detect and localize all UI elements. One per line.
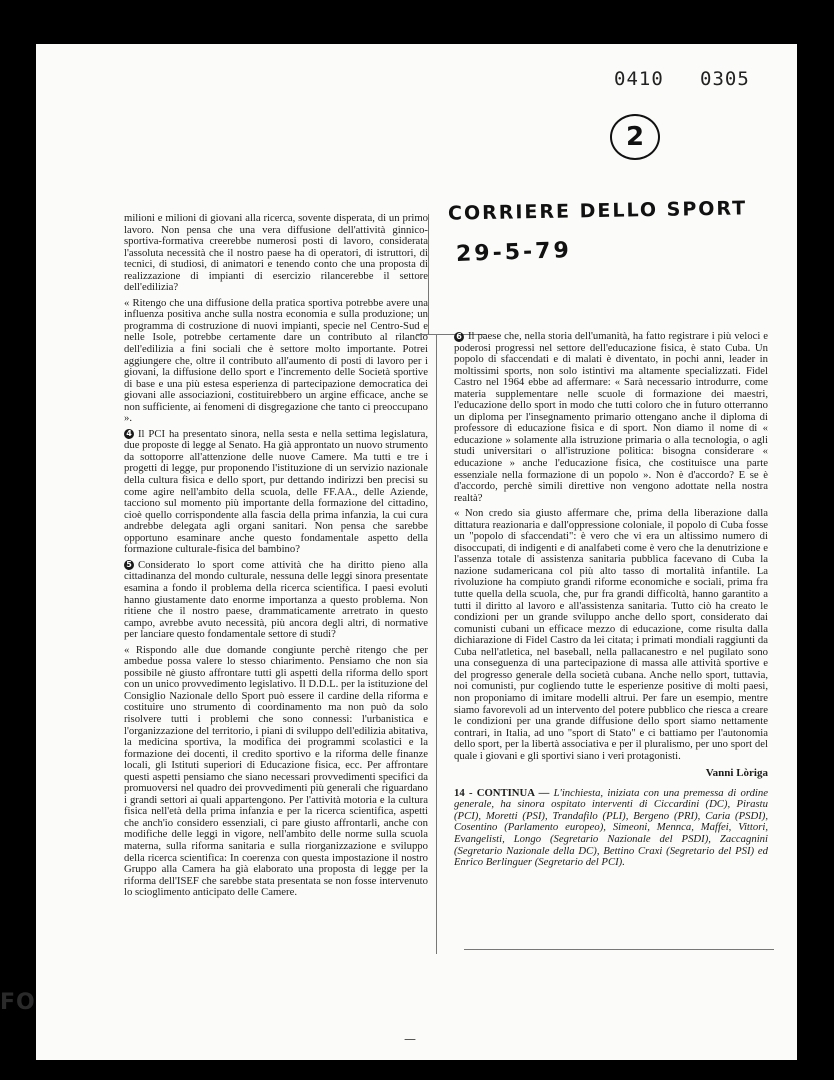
author-signature: Vanni Lòriga (705, 767, 768, 780)
paragraph-text: « Non credo sia giusto affermare che, prima della liberazione dalla dittatura reazionaria e dall'oppressione coloniale, il popolo di Cuba fosse un "popolo di sfaccendati": è vero che vi era un altissimo numero di disoccupati, di indigenti e di analfabeti come è vero che la denutrizione e l'assenza totale di assistenza sanitaria pubblica facevano di Cuba la nazione sudamericana col più alto tasso di mortalità infantile. La rivoluzione ha compiuto grandi riforme economiche e sociali, prima fra tutte quella della scuola, che, pur fra grandi difficoltà, hanno garantito a tutti il diritto al lavoro e all'assistenza sanitaria. Tutto ciò ha creato le condizioni per un grande sviluppo anche dello sport, considerato dai comunisti cubani un efficace mezzo di educazione, come risulta dalla dichiarazione di Fidel Castro da lei citata; i primati mondiali raggiunti da Cuba nell'atletica, nel baseball, nella pallacanestro e nel pugilato sono una conseguenza di una partecipazione di massa alle attività sportive e del progresso generale della società cubana. Anche nello sport, tuttavia, noi comunisti, pur cogliendo tutte le esperienze positive di molti paesi, non proponiamo di imitare modelli altrui. Per fare un esempio, mentre siamo favorevoli ad un intervento del potere pubblico che riesca a creare le condizioni per una grande diffusione dello sport siamo nettamente contrari, in Italia, ad uno "sport di Stato" e ci battiamo per l'autonomia dello sport, per la libertà associativa e per il pluralismo, per uno sport del quale i giovani e gli sportivi siano i veri protagonisti. (454, 507, 768, 762)
paragraph (124, 645, 428, 899)
watermark-logo: FO (0, 990, 36, 1015)
paragraph-text: Considerato lo sport come attività che ha diritto pieno alla cittadinanza del mondo culturale, nessuna delle leggi sinora presentate esamina a fondo il problema della ricerca scientifica. I paesi evoluti hanno giustamente dato enorme importanza a questo problema. Non ritiene che il nostro paese, drammaticamente arretrato in questo campo, avrebbe avuto necessità, più ancora degli altri, di normative per lanciare questo fondamentale settore di studi? (124, 558, 428, 641)
paragraph-text: « Rispondo alle due domande congiunte perchè ritengo che per ambedue possa valere lo stesso chiarimento. Pensiamo che non sia possibile nè giusto affrontare tutti gli aspetti della riforma dello sport con un unico provvedimento legislativo. Il D.D.L. per la istituzione del Consiglio Nazionale dello Sport può essere il cardine della riforma e costituire uno strumento di coordinamento ma non può da solo risolvere tutti i problemi che sono connessi: l'urbanistica e l'organizzazione del territorio, i piani di sviluppo dell'edilizia abitativa, la medicina sportiva, la modifica dei programmi scolastici e la formazione dei docenti, il credito sportivo e la riforma delle finanze locali, gli Istituti superiori di Educazione fisica, ecc. Per affrontare questi aspetti pensiamo che siano necessari provvedimenti specifici da promuoversi nel quadro dei provvedimenti più generali che riguardano i grandi settori ai quali appartengono. Per l'attività motoria e la cultura fisica nell'età della prima infanzia e per la ricerca scientifica, aspetti che anch'io considero essenziali, ci pare giusto affrontarli, anche con modifiche delle leggi in vigore, nell'ambito delle norme sulla scuola materna, sulla riforma sanitaria e sulla riorganizzazione e sviluppo della ricerca scientifica: In coerenza con questa impostazione il nostro Gruppo alla Camera ha già elaborato una proposta di legge per la riforma dell'ISEF che sarebbe stata presentata se non fosse intervenuto lo scioglimento anticipato delle Camere. (124, 643, 428, 899)
clipping-edge (464, 949, 774, 950)
clipping-edge (436, 334, 437, 954)
paragraph-text: milioni e milioni di giovani alla ricerca, sovente disperata, di un primo lavoro. Non pensa che una vera diffusione dell'attività ginnico-sportiva-formativa creerebbe numerosi posti di lavoro, considerata l'assoluta necessità che il nostro paese ha di operatori, di istruttori, di tecnici, di studiosi, di animatori e tenendo conto che una proposta di realizzazione di impianti di esercizio rilancerebbe il settore dell'edilizia? (124, 213, 428, 294)
article-right-column (454, 331, 768, 949)
paragraph-text: « Ritengo che una diffusione della pratica sportiva potrebbe avere una influenza positiva anche sulla nostra economia e sulla produzione; un programma di costruzione di nuovi impianti, specie nel Centro-Sud e nelle Isole, potrebbe certamente dare un contributo al rilancio dell'edilizia a fini sociali che è settore molto importante. Potrei aggiungere che, oltre il contributo all'aumento di posti di lavoro per i giovani, la diffusione dello sport e l'incremento delle Società sportive di base e una più estesa esperienza di partecipazione democratica dei giovani alle associazioni, costituirebbero un argine efficace, anche se non sufficiente, ai fenomeni di disgregazione che tanto ci preoccupano ». (124, 296, 428, 425)
question-number-badge: 4 (124, 429, 134, 439)
clipping-edge (428, 214, 429, 334)
archive-stamp-number: 0410 (614, 68, 664, 90)
article-left-column (124, 213, 428, 947)
paragraph (454, 508, 768, 762)
archive-stamp-number-2: 0305 (700, 68, 750, 90)
question-number-badge: 5 (124, 560, 134, 570)
handwritten-source: CORRIERE DELLO SPORT (447, 197, 748, 225)
question-number-badge: 6 (454, 332, 464, 342)
paragraph-text: Il paese che, nella storia dell'umanità, ha fatto registrare i più veloci e poderosi progressi nel settore dell'educazione fisica, è stato Cuba. Un popolo di sfaccendati e di malati è diventato, in pochi anni, leader in moltissimi sports, non solo istintivi ma altamente specializzati. Fidel Castro nel 1964 ebbe ad affermare: « Sarà necessario introdurre, come materia supplementare nelle scuole di formazione dei maestri, l'educazione dello sport in modo che tutti coloro che in futuro otterranno un diploma per l'insegnamento primario ottengano anche il diploma di professore di educazione fisica e di sport. Non diamo il nome di « educazione » solamente alla istruzione primaria o alla tecnologia, o agli studi universitari o all'istruzione politica: bisogna considerare « educazione » anche l'educazione fisica, che costituisce una parte essenziale nella formazione di un popolo ». Non è d'accordo? E se è d'accordo, perchè simili direttive non vengono adottate nella nostra realtà? (454, 331, 768, 504)
paragraph-text: Il PCI ha presentato sinora, nella sesta e nella settima legislatura, due proposte di legge al Senato. Ha già approntato un nuovo strumento da sottoporre all'attenzione delle nuove Camere. Ma tutti e tre i progetti di legge, pur proponendo l'istituzione di un servizio nazionale della cultura fisica e dello sport, pur dettando indirizzi ben precisi su come agire nell'ambito della scuola, delle FF.AA., delle Aziende, tacciono sul momento più importante della formazione del cittadino, cioè quello corrispondente alla fascia della prima infanzia, la cui cura andrebbe delegata agli organi sanitari. Non pensa che sarebbe opportuno esaminare anche questo fondamentale aspetto della formazione culturale-fisica del bambino? (124, 427, 428, 556)
scanned-document-page (36, 44, 797, 1060)
footnote-text: L'inchiesta, iniziata con una premessa di ordine generale, ha sinora ospitato interventi di Ciccardini (DC), Pirastu (PCI), Moretti (PSI), Trandafilo (PLI), Bergeno (PRI), Caria (PSDI), Cosentino (Parlamento europeo), Simeoni, Mennca, Maffei, Vittori, Evangelisti, Longo (Segretario Nazionale del PSDI), Zaccagnini (Segretario Nazionale della DC), Bettino Craxi (Segretario del PSI) ed Enrico Berlinguer (Segretario del PCI). (454, 786, 768, 869)
footnote-lead: 14 - CONTINUA — (454, 786, 550, 799)
paragraph (124, 213, 428, 294)
handwritten-date: 29-5-79 (455, 237, 573, 268)
circled-page-number: 2 (610, 114, 660, 160)
question-paragraph (124, 560, 428, 641)
question-paragraph (124, 429, 428, 556)
page-mark: — (404, 1032, 416, 1046)
question-paragraph (454, 331, 768, 504)
series-footnote (454, 788, 768, 869)
paragraph (124, 298, 428, 425)
